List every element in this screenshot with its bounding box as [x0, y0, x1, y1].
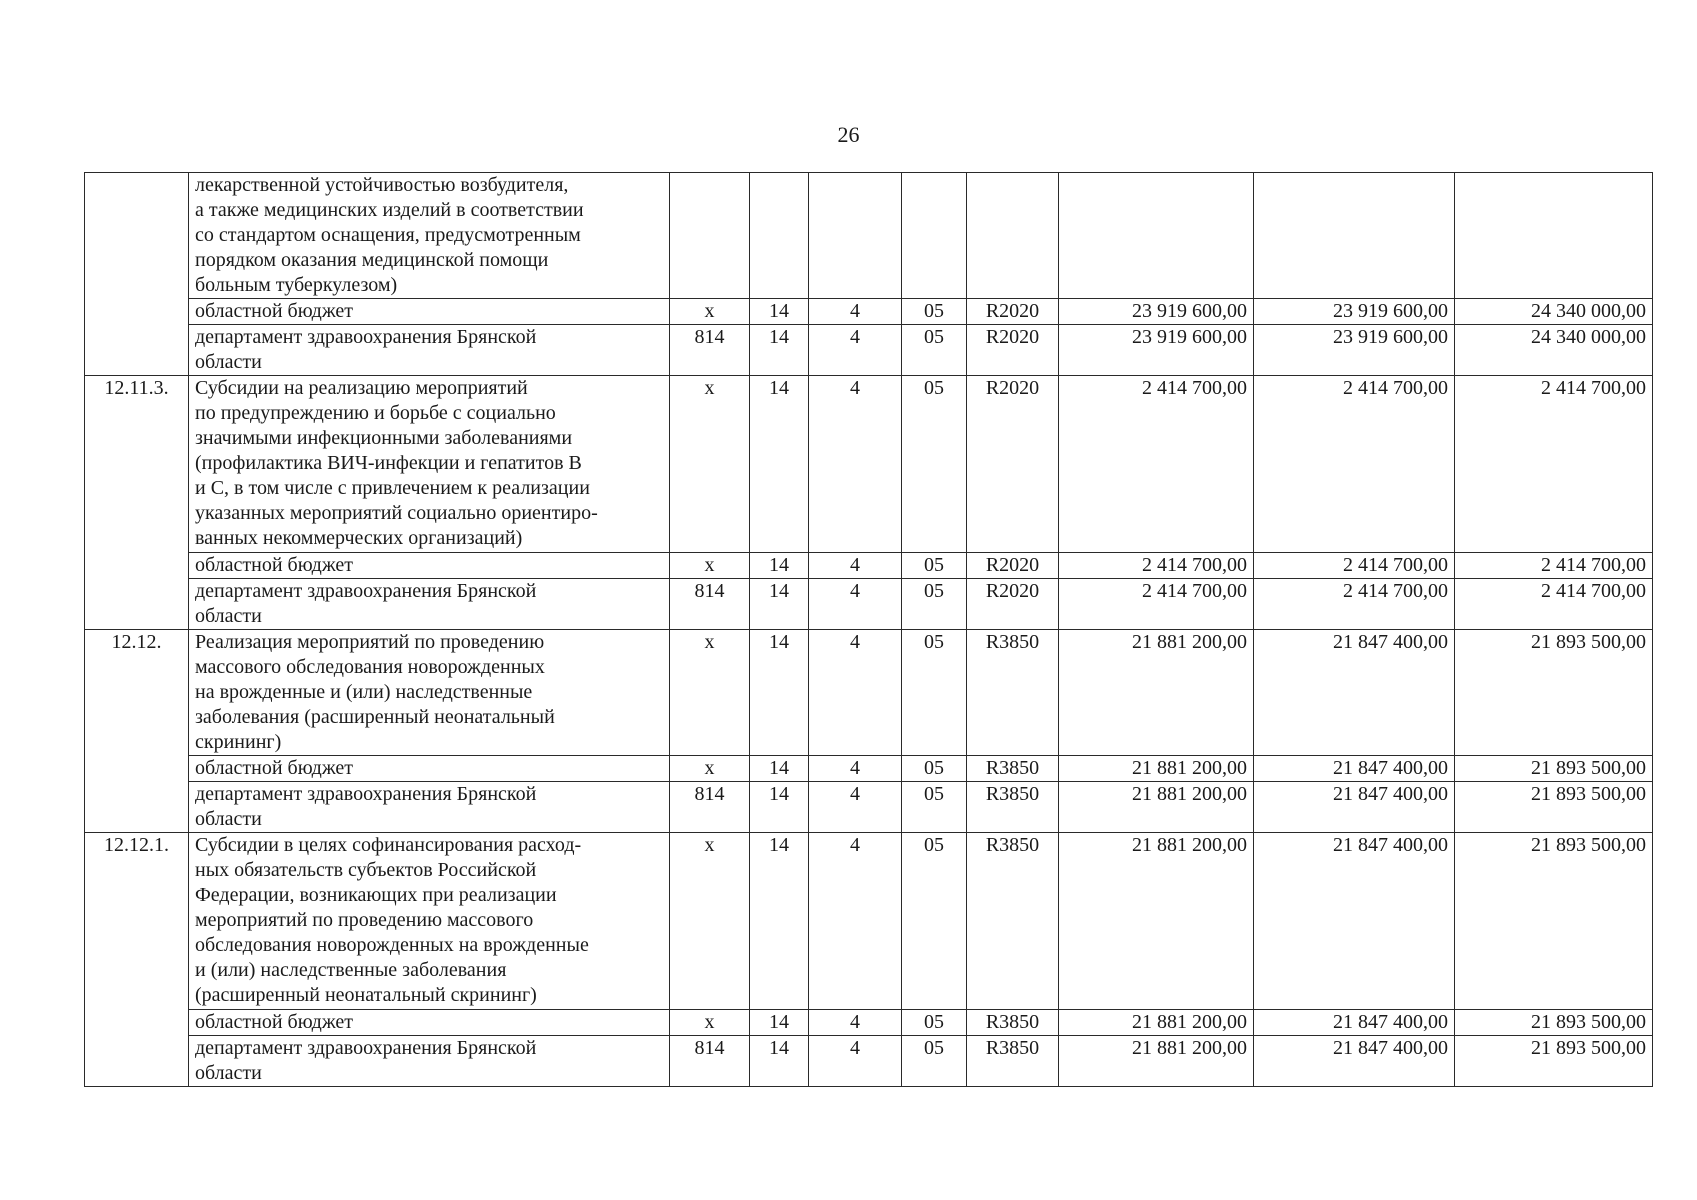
col-om: 05 [902, 756, 967, 782]
item-name-line: на врожденные и (или) наследственные [195, 681, 533, 703]
item-name [189, 833, 670, 1010]
item-name-line: и С, в том числе с привлечением к реализации [195, 477, 590, 499]
table-row [85, 630, 1653, 756]
col-om: 05 [902, 782, 967, 833]
item-name-line: ных обязательств субъектов Российской [195, 859, 537, 881]
col-kvsr: 814 [670, 579, 750, 630]
table-row [85, 756, 1653, 782]
col-napr: R2020 [967, 299, 1059, 325]
item-name-line: области [195, 351, 262, 373]
col-amount-1: 2 414 700,00 [1059, 376, 1254, 553]
table-row [85, 325, 1653, 376]
col-amount-1: 23 919 600,00 [1059, 325, 1254, 376]
col-amount-2: 2 414 700,00 [1254, 376, 1455, 553]
col-napr: R3850 [967, 630, 1059, 756]
col-napr: R3850 [967, 1010, 1059, 1036]
item-name [189, 553, 670, 579]
budget-table [84, 172, 1653, 1087]
item-name-line: областной бюджет [195, 757, 354, 779]
item-name-line: массового обследования новорожденных [195, 656, 545, 678]
col-amount-2: 2 414 700,00 [1254, 579, 1455, 630]
col-kvsr [670, 173, 750, 299]
col-amount-1: 2 414 700,00 [1059, 579, 1254, 630]
table-body [85, 173, 1653, 1087]
table-row [85, 299, 1653, 325]
col-gp: 14 [750, 833, 809, 1010]
col-amount-3: 21 893 500,00 [1455, 833, 1653, 1010]
col-gp: 14 [750, 299, 809, 325]
item-name-line: области [195, 808, 262, 830]
col-napr: R3850 [967, 782, 1059, 833]
item-name-line: значимыми инфекционными заболеваниями [195, 427, 573, 449]
col-gp: 14 [750, 1010, 809, 1036]
item-name-line: Субсидии в целях софинансирования расход- [195, 834, 582, 856]
table-row [85, 553, 1653, 579]
item-name-line: со стандартом оснащения, предусмотренным [195, 224, 581, 246]
item-name-line: областной бюджет [195, 554, 354, 576]
col-napr [967, 173, 1059, 299]
item-name-line: департамент здравоохранения Брянской [195, 783, 537, 805]
col-gp: 14 [750, 579, 809, 630]
col-napr: R3850 [967, 833, 1059, 1010]
item-name-line: (профилактика ВИЧ-инфекции и гепатитов В [195, 452, 582, 474]
item-name-line: департамент здравоохранения Брянской [195, 1037, 537, 1059]
col-napr: R2020 [967, 325, 1059, 376]
item-name-line: и (или) наследственные заболевания [195, 959, 507, 981]
item-name-line: департамент здравоохранения Брянской [195, 580, 537, 602]
item-name [189, 325, 670, 376]
col-gp [750, 173, 809, 299]
col-napr: R2020 [967, 579, 1059, 630]
col-pgp: 4 [809, 376, 902, 553]
col-amount-3: 24 340 000,00 [1455, 325, 1653, 376]
item-name [189, 756, 670, 782]
col-napr: R2020 [967, 376, 1059, 553]
item-name-line: области [195, 1062, 262, 1084]
col-amount-3: 21 893 500,00 [1455, 1036, 1653, 1087]
col-om: 05 [902, 630, 967, 756]
col-amount-3: 21 893 500,00 [1455, 1010, 1653, 1036]
col-om: 05 [902, 833, 967, 1010]
item-name-line: Субсидии на реализацию мероприятий [195, 377, 528, 399]
col-om: 05 [902, 299, 967, 325]
col-gp: 14 [750, 782, 809, 833]
item-name [189, 376, 670, 553]
item-name [189, 1036, 670, 1087]
col-amount-2: 23 919 600,00 [1254, 325, 1455, 376]
col-amount-3: 21 893 500,00 [1455, 630, 1653, 756]
col-om: 05 [902, 325, 967, 376]
col-amount-3: 2 414 700,00 [1455, 553, 1653, 579]
item-name-line: Реализация мероприятий по проведению [195, 631, 545, 653]
col-om: 05 [902, 376, 967, 553]
item-name-line: заболевания (расширенный неонатальный [195, 706, 555, 728]
item-name [189, 173, 670, 299]
col-amount-2: 21 847 400,00 [1254, 833, 1455, 1010]
col-kvsr: х [670, 376, 750, 553]
col-amount-3: 24 340 000,00 [1455, 299, 1653, 325]
col-gp: 14 [750, 553, 809, 579]
col-om: 05 [902, 1010, 967, 1036]
item-name-line: по предупреждению и борьбе с социально [195, 402, 556, 424]
col-kvsr: х [670, 1010, 750, 1036]
col-om: 05 [902, 579, 967, 630]
table-row [85, 173, 1653, 299]
col-amount-2: 21 847 400,00 [1254, 1010, 1455, 1036]
table-row [85, 782, 1653, 833]
item-name-line: Федерации, возникающих при реализации [195, 884, 557, 906]
col-gp: 14 [750, 325, 809, 376]
col-pgp: 4 [809, 553, 902, 579]
col-pgp: 4 [809, 756, 902, 782]
table-row [85, 376, 1653, 553]
col-napr: R3850 [967, 756, 1059, 782]
col-pgp [809, 173, 902, 299]
col-kvsr: х [670, 833, 750, 1010]
col-amount-3 [1455, 173, 1653, 299]
item-name-line: ванных некоммерческих организаций) [195, 527, 523, 549]
col-napr: R3850 [967, 1036, 1059, 1087]
col-kvsr: х [670, 756, 750, 782]
col-amount-2: 21 847 400,00 [1254, 782, 1455, 833]
col-gp: 14 [750, 756, 809, 782]
col-napr: R2020 [967, 553, 1059, 579]
col-pgp: 4 [809, 299, 902, 325]
item-number: 12.12. [85, 630, 189, 833]
col-kvsr: х [670, 630, 750, 756]
col-pgp: 4 [809, 630, 902, 756]
item-name-line: мероприятий по проведению массового [195, 909, 534, 931]
item-name-line: указанных мероприятий социально ориентиро- [195, 502, 598, 524]
col-om: 05 [902, 1036, 967, 1087]
table-row [85, 1036, 1653, 1087]
table-row [85, 1010, 1653, 1036]
item-name-line: областной бюджет [195, 1011, 354, 1033]
item-name-line: лекарственной устойчивостью возбудителя, [195, 174, 569, 196]
col-amount-2: 21 847 400,00 [1254, 756, 1455, 782]
col-kvsr: 814 [670, 325, 750, 376]
col-amount-1: 21 881 200,00 [1059, 1010, 1254, 1036]
col-amount-1: 21 881 200,00 [1059, 782, 1254, 833]
item-name-line: департамент здравоохранения Брянской [195, 326, 537, 348]
item-name-line: порядком оказания медицинской помощи [195, 249, 549, 271]
col-amount-1: 2 414 700,00 [1059, 553, 1254, 579]
col-amount-2 [1254, 173, 1455, 299]
col-amount-3: 2 414 700,00 [1455, 579, 1653, 630]
item-number [85, 173, 189, 376]
item-name-line: областной бюджет [195, 300, 354, 322]
col-amount-3: 2 414 700,00 [1455, 376, 1653, 553]
item-name [189, 630, 670, 756]
col-amount-2: 21 847 400,00 [1254, 630, 1455, 756]
item-number: 12.12.1. [85, 833, 189, 1087]
col-amount-2: 21 847 400,00 [1254, 1036, 1455, 1087]
col-kvsr: х [670, 299, 750, 325]
col-om: 05 [902, 553, 967, 579]
col-pgp: 4 [809, 782, 902, 833]
col-pgp: 4 [809, 833, 902, 1010]
page-number: 26 [837, 122, 860, 147]
col-amount-3: 21 893 500,00 [1455, 756, 1653, 782]
col-amount-1: 21 881 200,00 [1059, 630, 1254, 756]
table-row [85, 579, 1653, 630]
col-gp: 14 [750, 1036, 809, 1087]
col-kvsr: 814 [670, 1036, 750, 1087]
col-amount-1: 23 919 600,00 [1059, 299, 1254, 325]
table-row [85, 833, 1653, 1010]
col-amount-2: 2 414 700,00 [1254, 553, 1455, 579]
col-amount-1: 21 881 200,00 [1059, 756, 1254, 782]
item-name-line: скрининг) [195, 731, 282, 753]
col-kvsr: 814 [670, 782, 750, 833]
item-name-line: а также медицинских изделий в соответствии [195, 199, 584, 221]
col-pgp: 4 [809, 325, 902, 376]
item-name [189, 782, 670, 833]
item-name [189, 299, 670, 325]
item-name-line: больным туберкулезом) [195, 274, 398, 296]
col-om [902, 173, 967, 299]
col-gp: 14 [750, 630, 809, 756]
col-amount-3: 21 893 500,00 [1455, 782, 1653, 833]
item-name-line: области [195, 605, 262, 627]
col-amount-1 [1059, 173, 1254, 299]
col-gp: 14 [750, 376, 809, 553]
col-amount-1: 21 881 200,00 [1059, 1036, 1254, 1087]
item-name-line: (расширенный неонатальный скрининг) [195, 984, 537, 1006]
col-pgp: 4 [809, 1010, 902, 1036]
col-amount-1: 21 881 200,00 [1059, 833, 1254, 1010]
item-name-line: обследования новорожденных на врожденные [195, 934, 589, 956]
item-name [189, 1010, 670, 1036]
item-number: 12.11.3. [85, 376, 189, 630]
item-name [189, 579, 670, 630]
col-pgp: 4 [809, 1036, 902, 1087]
col-pgp: 4 [809, 579, 902, 630]
col-amount-2: 23 919 600,00 [1254, 299, 1455, 325]
col-kvsr: х [670, 553, 750, 579]
